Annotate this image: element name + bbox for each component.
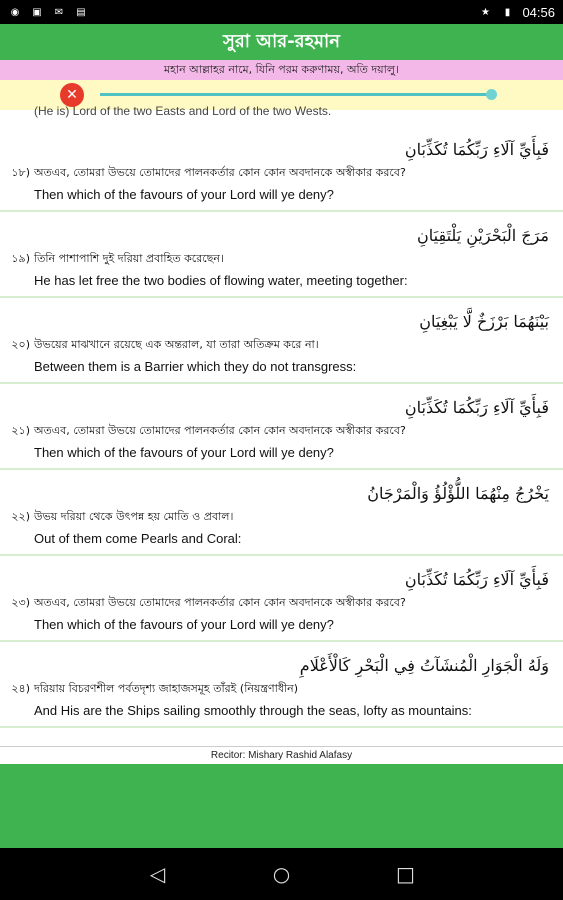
- verse-item[interactable]: [0, 212, 563, 298]
- verse-item[interactable]: [0, 298, 563, 384]
- verse-arabic: وَلَهُ الْجَوَارِ الْمُنشَآتُ فِي الْبَحْرِ كَالْأَعْلَامِ: [299, 656, 549, 675]
- reciter-label: Recitor: Mishary Rashid Alafasy: [0, 746, 563, 764]
- messenger-icon: ✉: [54, 6, 64, 18]
- verse-arabic: بَيْنَهُمَا بَرْزَخٌ لَّا يَبْغِيَانِ: [419, 312, 549, 331]
- verse-item[interactable]: [0, 384, 563, 470]
- verse-english: Then which of the favours of your Lord will ye deny?: [34, 617, 334, 632]
- star-icon: ★: [480, 6, 490, 18]
- verse-bengali: দরিয়ায় বিচরণশীল পর্বতদৃশ্য জাহাজসমূহ তাঁরই (নিয়ন্ত্রণাধীন): [34, 682, 299, 695]
- verse-arabic: فَبِأَيِّ آلَاءِ رَبِّكُمَا تُكَذِّبَانِ: [404, 570, 549, 589]
- verse-english: Out of them come Pearls and Coral:: [34, 531, 242, 546]
- app-notification-icon: ◉: [10, 6, 20, 18]
- verse-english: And His are the Ships sailing smoothly through the seas, lofty as mountains:: [34, 703, 472, 718]
- seek-thumb[interactable]: [486, 89, 497, 100]
- verse-number: ২৪): [11, 682, 30, 695]
- system-nav-bar: [0, 848, 563, 900]
- verse-number: ১৯): [11, 252, 30, 265]
- home-icon[interactable]: ○: [272, 862, 291, 886]
- verse-english: He has let free the two bodies of flowing water, meeting together:: [34, 273, 408, 288]
- verse-arabic: فَبِأَيِّ آلَاءِ رَبِّكُمَا تُكَذِّبَانِ: [404, 398, 549, 417]
- verse-english: Then which of the favours of your Lord will ye deny?: [34, 187, 334, 202]
- verse-bengali: উভয় দরিয়া থেকে উৎপন্ন হয় মোতি ও প্রবাল।: [34, 510, 234, 523]
- verse-english: Between them is a Barrier which they do not transgress:: [34, 359, 357, 374]
- verse-item[interactable]: [0, 470, 563, 556]
- image-icon: ▣: [32, 6, 42, 18]
- recents-icon[interactable]: □: [396, 862, 415, 886]
- verse-item[interactable]: [0, 642, 563, 728]
- verse-number: ২২): [11, 510, 30, 523]
- verse-list[interactable]: [0, 126, 563, 746]
- verse-arabic: يَخْرُجُ مِنْهُمَا اللُّؤْلُؤُ وَالْمَرْجَانُ: [367, 484, 549, 503]
- verse-english: Then which of the favours of your Lord will ye deny?: [34, 445, 334, 460]
- battery-icon: ▮: [504, 6, 511, 18]
- verse-bengali: অতএব, তোমরা উভয়ে তোমাদের পালনকর্তার কোন কোন অবদানকে অস্বীকার করবে?: [34, 424, 406, 437]
- picture-icon: ▤: [76, 6, 86, 18]
- verse-number: ২১): [11, 424, 30, 437]
- close-icon: ✕: [66, 87, 78, 103]
- verse-item[interactable]: [0, 126, 563, 212]
- verse-arabic: مَرَجَ الْبَحْرَيْنِ يَلْتَقِيَانِ: [417, 226, 549, 245]
- verse-item[interactable]: [0, 556, 563, 642]
- ad-banner-area: [0, 764, 563, 848]
- previous-verse-english: (He is) Lord of the two Easts and Lord of the two Wests.: [34, 104, 332, 118]
- status-time: 04:56: [522, 4, 555, 20]
- verse-bengali: অতএব, তোমরা উভয়ে তোমাদের পালনকর্তার কোন কোন অবদানকে অস্বীকার করবে?: [34, 596, 406, 609]
- verse-arabic: فَبِأَيِّ آلَاءِ رَبِّكُمَا تُكَذِّبَانِ: [404, 140, 549, 159]
- verse-number: ১৮): [11, 166, 30, 179]
- seek-track[interactable]: [100, 93, 492, 96]
- verse-bengali: তিনি পাশাপাশি দুই দরিয়া প্রবাহিত করেছেন।: [34, 252, 224, 265]
- status-bar: [0, 0, 563, 24]
- verse-number: ২০): [11, 338, 30, 351]
- back-icon[interactable]: ◁: [149, 862, 166, 886]
- verse-bengali: অতএব, তোমরা উভয়ে তোমাদের পালনকর্তার কোন কোন অবদানকে অস্বীকার করবে?: [34, 166, 406, 179]
- verse-bengali: উভয়ের মাঝখানে রয়েছে এক অন্তরাল, যা তারা অতিক্রম করে না।: [34, 338, 319, 351]
- surah-title: সুরা আর-রহমান: [0, 24, 563, 60]
- verse-number: ২৩): [11, 596, 30, 609]
- bismillah-banner: মহান আল্লাহর নামে, যিনি পরম করুণাময়, অতি দয়ালু।: [0, 60, 563, 80]
